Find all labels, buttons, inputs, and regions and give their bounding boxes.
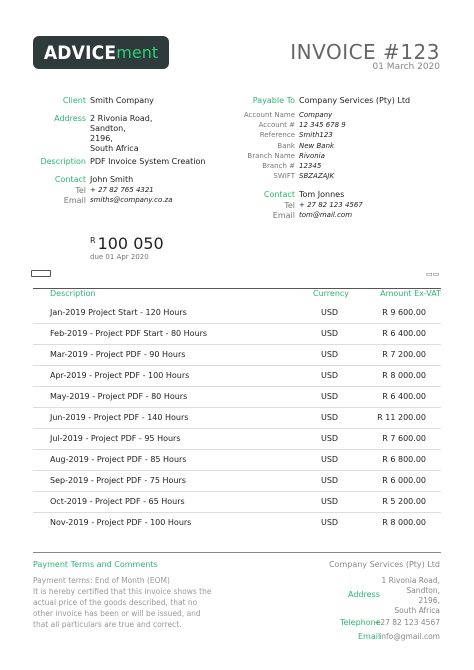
footer-address-line: South Africa: [394, 606, 440, 615]
logo-text-2: ment: [116, 43, 159, 62]
account-number-value: 12 345 678 9: [299, 121, 346, 129]
payable-label: Payable To: [252, 96, 295, 105]
client-email-label: Email: [63, 196, 86, 205]
row-currency: USD: [321, 350, 339, 359]
row-description: Apr-2019 - Project PDF - 100 Hours: [50, 371, 190, 380]
invoice-title: INVOICE #123: [290, 40, 440, 64]
table-row: [33, 407, 441, 429]
row-description: Aug-2019 - Project PDF - 85 Hours: [50, 455, 187, 464]
footer-telephone-label: Telephone: [340, 618, 381, 627]
terms-line-1: Payment terms: End of Month (EOM): [33, 576, 170, 585]
footer-address: [382, 576, 441, 616]
swift-value: SBZAZAJK: [299, 172, 335, 180]
row-amount: R 5 200.00: [382, 497, 426, 506]
row-description: Jun-2019 - Project PDF - 140 Hours: [50, 413, 189, 422]
table-row: [33, 365, 441, 387]
row-amount: R 6 000.00: [382, 476, 426, 485]
row-amount: R 9 600.00: [382, 308, 426, 317]
toggle-icon[interactable]: [31, 270, 51, 277]
row-description: Jan-2019 Project Start - 120 Hours: [50, 308, 187, 317]
address-line: 2 Rivonia Road,: [90, 114, 153, 123]
row-description: Oct-2019 - Project PDF - 65 Hours: [50, 497, 185, 506]
row-currency: USD: [321, 434, 339, 443]
row-amount: R 6 400.00: [382, 392, 426, 401]
row-amount: R 6 800.00: [382, 455, 426, 464]
terms-title: Payment Terms and Comments: [33, 560, 158, 569]
payable-email-label: Email: [272, 211, 295, 220]
col-description: Description: [50, 289, 96, 298]
reference-label: Reference: [259, 131, 295, 139]
row-currency: USD: [321, 329, 339, 338]
address-label: Address: [54, 114, 86, 123]
table-row: [33, 344, 441, 366]
client-contact-value: John Smith: [90, 175, 134, 184]
footer-address-label: Address: [348, 590, 380, 599]
company-logo: [33, 36, 169, 69]
bank-value: New Bank: [299, 142, 335, 150]
due-date: due 01 Apr 2020: [90, 253, 149, 261]
row-amount: R 6 400.00: [382, 329, 426, 338]
row-amount: R 7 600.00: [382, 434, 426, 443]
payable-value: Company Services (Pty) Ltd: [299, 96, 411, 105]
menu-icon[interactable]: ▭▭: [426, 270, 440, 278]
row-currency: USD: [321, 413, 339, 422]
row-currency: USD: [321, 518, 339, 527]
account-number-label: Account #: [258, 121, 295, 129]
payable-contact-value: Tom Jonnes: [299, 190, 345, 199]
row-description: Feb-2019 - Project PDF Start - 80 Hours: [50, 329, 208, 338]
table-row: [33, 470, 441, 492]
branch-name-value: Rivonia: [299, 152, 325, 160]
col-currency: Currency: [313, 289, 350, 298]
footer-email-label: Email: [358, 632, 381, 641]
table-row: [33, 512, 441, 533]
table-row: [33, 449, 441, 471]
branch-number-value: 12345: [299, 162, 322, 170]
client-contact-label: Contact: [54, 175, 86, 184]
address-line: 2196,: [90, 134, 113, 143]
account-name-value: Company: [299, 111, 333, 119]
col-amount: Amount Ex-VAT: [380, 289, 441, 298]
row-description: Sep-2019 - Project PDF - 75 Hours: [50, 476, 186, 485]
footer-address-line: 2196,: [418, 596, 440, 605]
table-row: [33, 302, 441, 324]
row-description: Nov-2019 - Project PDF - 100 Hours: [50, 518, 192, 527]
footer-address-line: 1 Rivonia Road,: [381, 576, 440, 585]
row-currency: USD: [321, 455, 339, 464]
reference-value: Smith123: [299, 131, 333, 139]
payable-tel-label: Tel: [284, 201, 295, 210]
branch-number-label: Branch #: [262, 162, 295, 170]
payable-contact-label: Contact: [263, 190, 295, 199]
row-description: Mar-2019 - Project PDF - 90 Hours: [50, 350, 186, 359]
invoice-date: 01 March 2020: [372, 62, 440, 72]
description-value: PDF Invoice System Creation: [90, 157, 206, 166]
row-currency: USD: [321, 308, 339, 317]
address-line: Sandton,: [90, 124, 126, 133]
row-description: May-2019 - Project PDF - 80 Hours: [50, 392, 188, 401]
footer-address-line: Sandton,: [406, 586, 440, 595]
total-currency: R: [90, 235, 96, 245]
table-row: [33, 323, 441, 345]
footer-company: Company Services (Pty) Ltd: [328, 560, 440, 569]
table-row: [33, 491, 441, 513]
total-value: 100 050: [97, 234, 164, 253]
footer-divider: [33, 552, 441, 553]
footer-telephone-value: +27 82 123 4567: [374, 618, 440, 627]
payable-tel-value: + 27 82 123 4567: [299, 201, 363, 209]
client-label: Client: [62, 96, 86, 105]
row-amount: R 7 200.00: [382, 350, 426, 359]
swift-label: SWIFT: [273, 172, 295, 180]
row-amount: R 11 200.00: [377, 413, 426, 422]
row-amount: R 8 000.00: [382, 371, 426, 380]
row-currency: USD: [321, 497, 339, 506]
address-line: South Africa: [90, 144, 139, 153]
terms-line-2: It is hereby certified that this invoice shows the actual price of the goods described, that no other invoice has been or will be issued, and that all particulars are true and correct.: [33, 587, 212, 629]
description-label: Description: [40, 157, 86, 166]
branch-name-label: Branch Name: [247, 152, 295, 160]
client-tel-label: Tel: [75, 186, 86, 195]
row-amount: R 8 000.00: [382, 518, 426, 527]
row-description: Jul-2019 - Project PDF - 95 Hours: [50, 434, 181, 443]
client-tel-value: + 27 82 765 4321: [90, 186, 154, 194]
row-currency: USD: [321, 392, 339, 401]
row-currency: USD: [321, 476, 339, 485]
logo-text-1: ADVICE: [43, 41, 117, 64]
table-row: [33, 386, 441, 408]
terms-text: [33, 575, 213, 630]
client-value: Smith Company: [90, 96, 154, 105]
row-currency: USD: [321, 371, 339, 380]
payable-email-value: tom@mail.com: [299, 211, 353, 219]
table-row: [33, 428, 441, 450]
total-amount: [90, 234, 164, 253]
footer-email-value: info@gmail.com: [379, 632, 440, 641]
client-address: [90, 114, 152, 154]
account-name-label: Account Name: [243, 111, 295, 119]
client-email-value: smiths@company.co.za: [90, 196, 173, 204]
bank-label: Bank: [277, 142, 295, 150]
